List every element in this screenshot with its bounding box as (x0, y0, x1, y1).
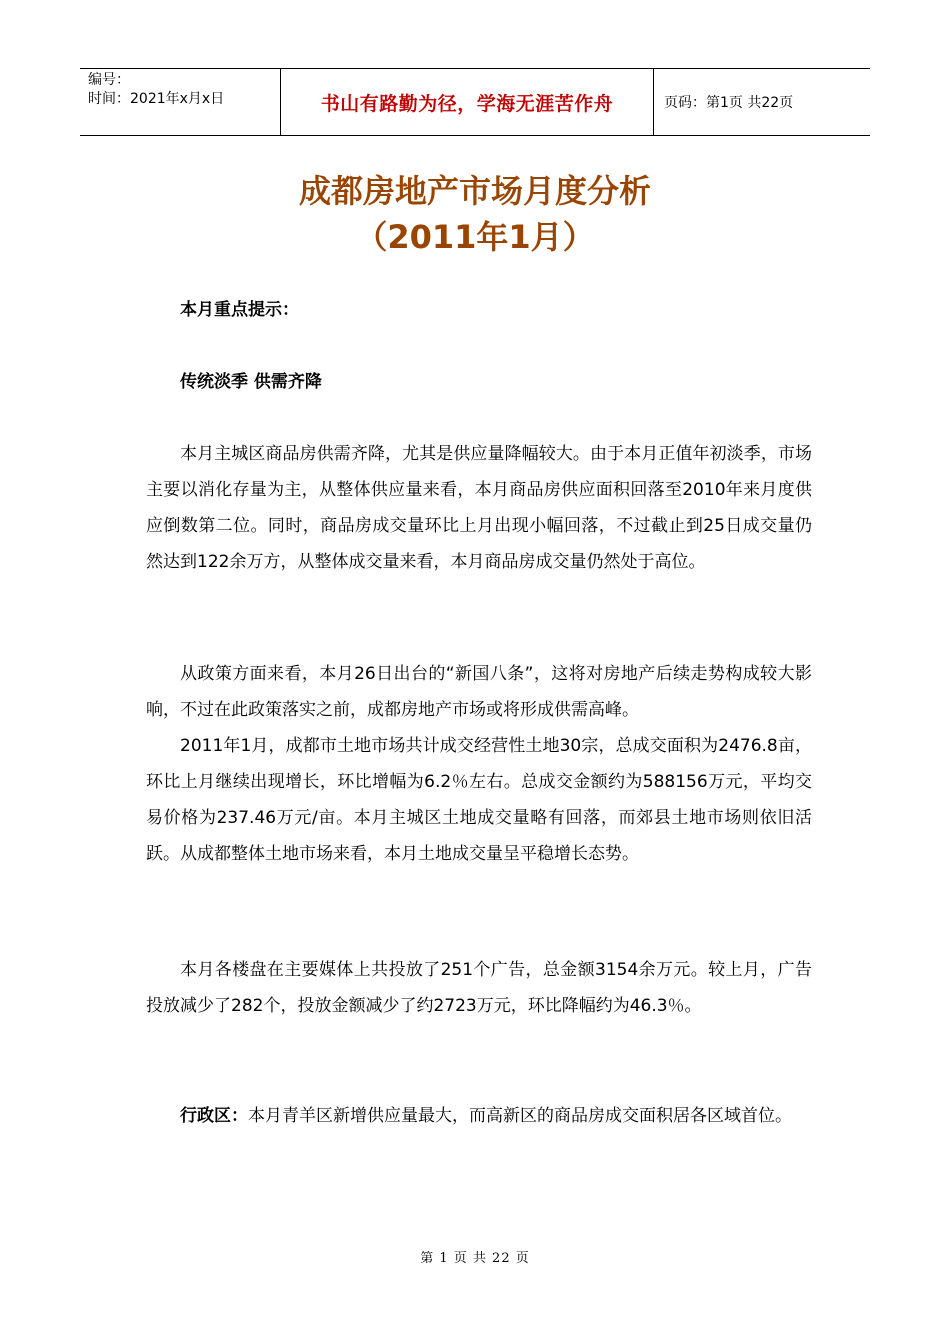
highlights-heading-text: 本月重点提示： (180, 300, 299, 320)
paragraph-text: 本月主城区商品房供需齐降，尤其是供应量降幅较大。由于本月正值年初淡季，市场主要以消化存量为主，从整体供应量来看，本月商品房供应面积回落至2010年来月度供应倒数第二位。同时，商品房成交量环比上月出现小幅回落，不过截止到25日成交量仍然达到122余万方，从整体成交量来看，本月商品房成交量仍然处于高位。 (146, 444, 812, 572)
serial-number-label: 编号： (88, 72, 130, 88)
page-footer: 第 1 页 共 22 页 (420, 1251, 530, 1266)
paragraph-text: 本月各楼盘在主要媒体上共投放了251个广告，总金额3154余万元。较上月，广告投放减少了282个，投放金额减少了约2723万元，环比降幅约为46.3％。 (146, 960, 812, 1016)
section-subheading-text: 传统淡季 供需齐降 (180, 372, 322, 392)
paragraph-district (146, 1098, 812, 1134)
paragraph-land-market: 2011年1月，成都市土地市场共计成交经营性土地30宗，总成交面积为2476.8亩，环比上月继续出现增长，环比增幅为6.2％左右。总成交金额约为588156万元，平均交易价格为237.46万元/亩。本月主城区土地成交量略有回落，而郊县土地市场则依旧活跃。从成都整体土地市场来看，本月土地成交量呈平稳增长态势。 (146, 736, 812, 864)
header-table (80, 68, 870, 136)
time-label: 时间：2021年x月x日 (88, 91, 225, 107)
header-meta (80, 69, 280, 135)
section-subheading (146, 364, 812, 400)
document-subtitle-date: （2011年1月） (355, 218, 595, 256)
header-motto: 书山有路勤为径，学海无涯苦作舟 (280, 69, 654, 135)
paragraph-text: 从政策方面来看，本月26日出台的“新国八条”，这将对房地产后续走势构成较大影响，不过在此政策落实之前，成都房地产市场或将形成供需高峰。 (146, 664, 812, 720)
header-page-info: 页码：第1页 共22页 (664, 95, 794, 111)
paragraph-supply-demand (146, 436, 812, 580)
district-text: 本月青羊区新增供应量最大，而高新区的商品房成交面积居各区域首位。 (248, 1106, 792, 1126)
paragraph-advertising (146, 952, 812, 1024)
document-title: 成都房地产市场月度分析 (298, 172, 651, 210)
highlights-heading (146, 292, 812, 328)
paragraph-policy (146, 656, 812, 872)
district-label: 行政区： (180, 1106, 248, 1126)
